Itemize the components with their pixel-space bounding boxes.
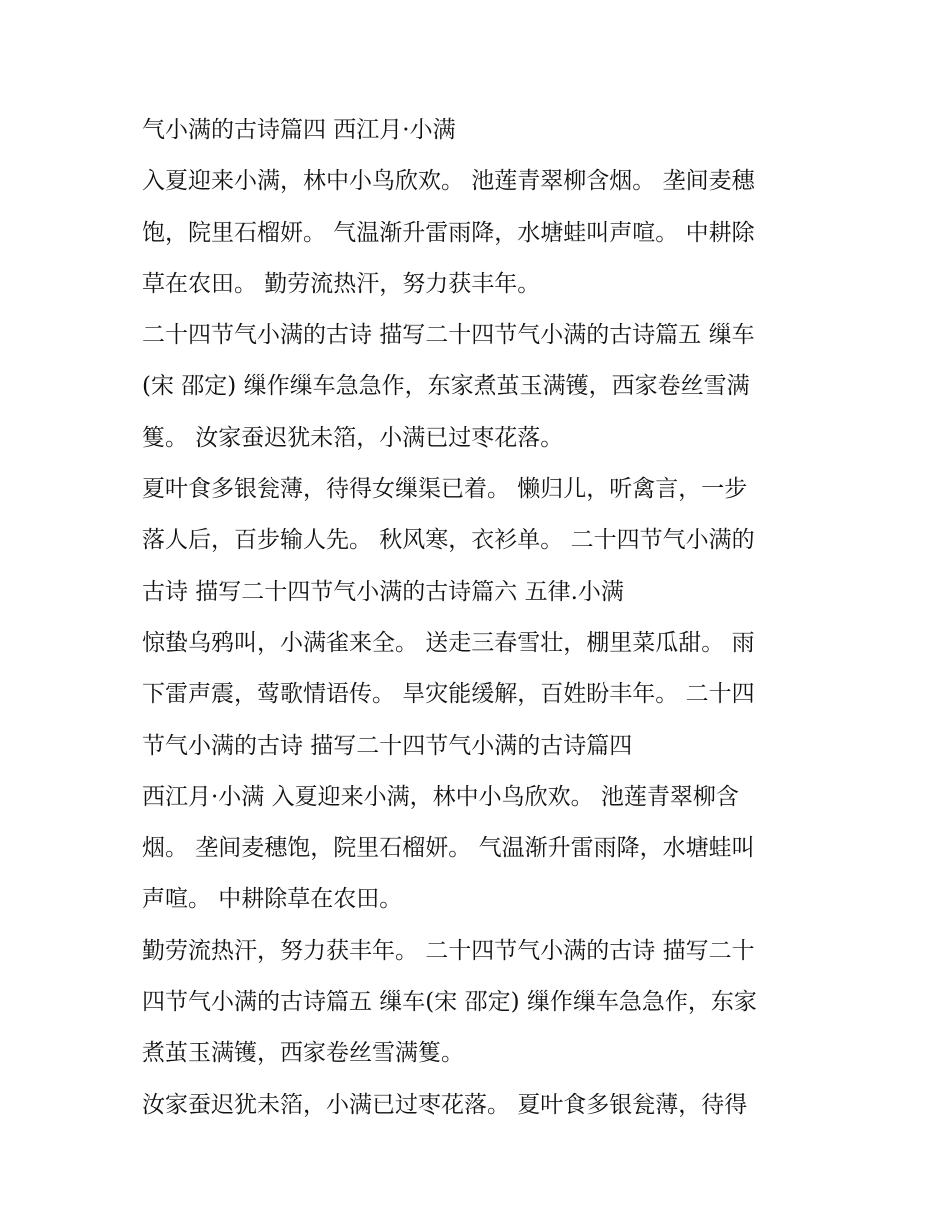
body-text (142, 112, 822, 1138)
text-line: 节气小满的古诗 描写二十四节气小满的古诗篇四 (142, 732, 633, 759)
text-line: 烟。 垄间麦穗饱，院里石榴妍。 气温渐升雷雨降，水塘蛙叫 (142, 835, 755, 862)
text-line: 西江月·小满 入夏迎来小满，林中小鸟欣欢。 池莲青翠柳含 (142, 783, 739, 810)
text-line: 惊蛰乌鸦叫，小满雀来全。 送走三春雪壮，棚里菜瓜甜。 雨 (142, 629, 755, 656)
text-line: 饱，院里石榴妍。 气温渐升雷雨降，水塘蛙叫声喧。 中耕除 (142, 219, 755, 246)
text-line: 入夏迎来小满，林中小鸟欣欢。 池莲青翠柳含烟。 垄间麦穗 (142, 168, 755, 195)
text-line: 煮茧玉满镬，西家卷丝雪满篗。 (142, 1040, 464, 1067)
text-line: 汝家蚕迟犹未箔，小满已过枣花落。 夏叶食多银瓮薄，待得 (142, 1091, 748, 1118)
text-line: (宋 邵定) 缫作缫车急急作，东家煮茧玉满镬，西家卷丝雪满 (142, 373, 750, 400)
text-line: 气小满的古诗篇四 西江月·小满 (142, 117, 456, 143)
text-line: 二十四节气小满的古诗 描写二十四节气小满的古诗篇五 缫车 (142, 322, 755, 349)
text-line: 篗。 汝家蚕迟犹未箔，小满已过枣花落。 (142, 424, 564, 451)
text-line: 声喧。 中耕除草在农田。 (142, 886, 403, 913)
text-line: 草在农田。 勤劳流热汗，努力获丰年。 (142, 270, 541, 297)
text-line: 勤劳流热汗，努力获丰年。 二十四节气小满的古诗 描写二十 (142, 937, 755, 964)
text-line: 下雷声震，莺歌情语传。 旱灾能缓解，百姓盼丰年。 二十四 (142, 681, 755, 708)
text-line: 古诗 描写二十四节气小满的古诗篇六 五律.小满 (142, 578, 624, 605)
text-line: 落人后，百步输人先。 秋风寒，衣衫单。 二十四节气小满的 (142, 527, 755, 554)
text-line: 四节气小满的古诗篇五 缫车(宋 邵定) 缫作缫车急急作，东家 (142, 989, 757, 1016)
text-line: 夏叶食多银瓮薄，待得女缫渠已着。 懒归儿，听禽言，一步 (142, 476, 748, 503)
